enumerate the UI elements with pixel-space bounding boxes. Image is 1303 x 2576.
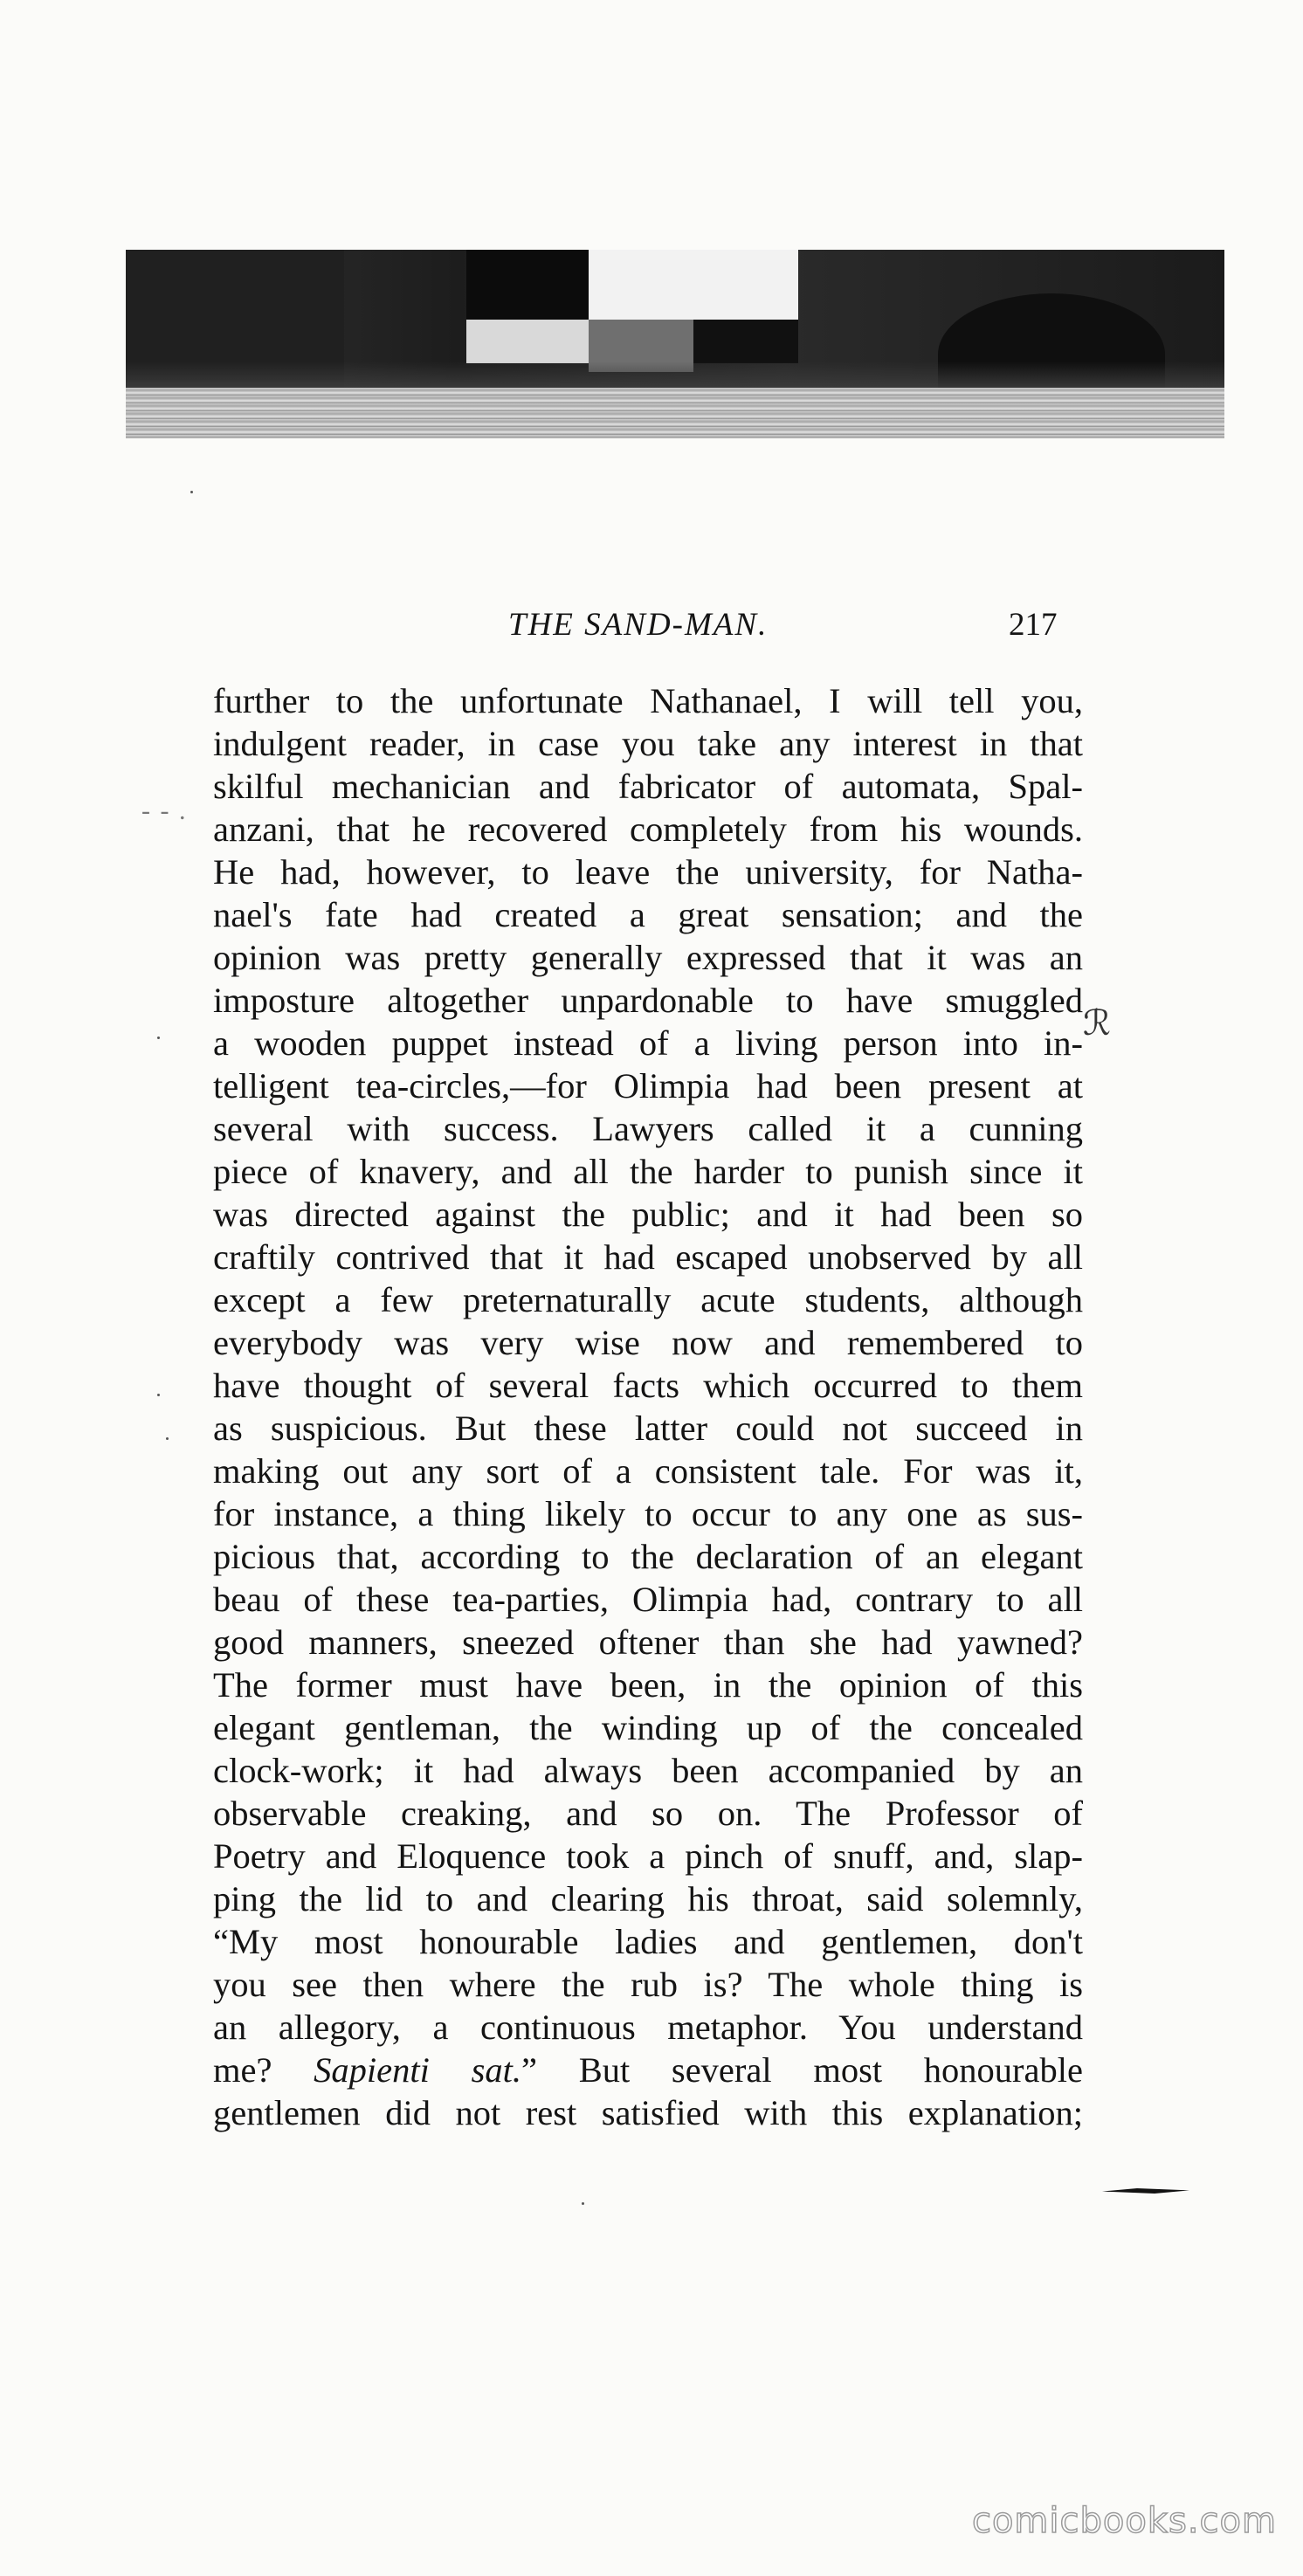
text-line: piece of knavery, and all the harder to punish since it (213, 1152, 1083, 1191)
text-line: making out any sort of a consistent tale. For was it, (213, 1451, 1083, 1491)
running-head: THE SAND-MAN. (508, 607, 769, 643)
text-line: The former must have been, in the opinion of this (213, 1665, 1083, 1705)
text-line: an allegory, a continuous metaphor. You understand (213, 2008, 1083, 2047)
text-line: a wooden puppet instead of a living person into in- (213, 1023, 1083, 1063)
text-line: indulgent reader, in case you take any interest in that (213, 724, 1083, 763)
text-line: you see then where the rub is? The whole thing is (213, 1965, 1083, 2004)
header-photograph (126, 250, 1224, 438)
text-line: nael's fate had created a great sensation; and the (213, 895, 1083, 934)
text-line: picious that, according to the declaration of an elegant (213, 1537, 1083, 1576)
text-fragment: ” But several most honourable (521, 2050, 1083, 2090)
text-line-italic-phrase (213, 2049, 1083, 2091)
text-line: observable creaking, and so on. The Professor of (213, 1794, 1083, 1833)
text-line: imposture altogether unpardonable to have smuggled (213, 981, 1083, 1020)
text-line: skilful mechanician and fabricator of automata, Spal- (213, 767, 1083, 806)
specks (190, 491, 193, 493)
text-line: good manners, sneezed oftener than she had yawned? (213, 1622, 1083, 1662)
specks (157, 1394, 160, 1396)
text-fragment: me? (213, 2050, 314, 2090)
text-line: gentlemen did not rest satisfied with this explanation; (213, 2093, 1083, 2132)
specks (166, 1437, 169, 1440)
text-line: everybody was very wise now and remembered to (213, 1323, 1083, 1362)
text-line: elegant gentleman, the winding up of the concealed (213, 1708, 1083, 1747)
margin-annotation-mark: ℛ (1083, 1003, 1111, 1043)
text-line: “My most honourable ladies and gentlemen, don't (213, 1922, 1083, 1961)
catchword-dash (1102, 2188, 1189, 2194)
text-line: ping the lid to and clearing his throat, said solemnly, (213, 1879, 1083, 1918)
text-line: beau of these tea-parties, Olimpia had, contrary to all (213, 1580, 1083, 1619)
text-line: further to the unfortunate Nathanael, I will tell you, (213, 681, 1083, 720)
text-line: opinion was pretty generally expressed that it was an (213, 938, 1083, 977)
text-line: clock-work; it had always been accompanied by an (213, 1751, 1083, 1790)
text-line: except a few preternaturally acute students, although (213, 1280, 1083, 1319)
italic-latin-phrase: Sapienti sat. (314, 2050, 522, 2090)
text-line: anzani, that he recovered completely from his wounds. (213, 809, 1083, 849)
specks (582, 2202, 584, 2205)
watermark: comicbooks.com (971, 2501, 1277, 2541)
specks (157, 1037, 160, 1039)
text-line: He had, however, to leave the university, for Natha- (213, 852, 1083, 892)
body-text (213, 679, 1083, 2134)
text-line: telligent tea-circles,—for Olimpia had been present at (213, 1066, 1083, 1105)
text-line: several with success. Lawyers called it a cunning (213, 1109, 1083, 1148)
text-line: craftily contrived that it had escaped unobserved by all (213, 1237, 1083, 1277)
text-line: for instance, a thing likely to occur to any one as sus- (213, 1494, 1083, 1533)
text-line: have thought of several facts which occurred to them (213, 1366, 1083, 1405)
text-line: Poetry and Eloquence took a pinch of snuff, and, slap- (213, 1836, 1083, 1876)
text-line: as suspicious. But these latter could not succeed in (213, 1409, 1083, 1448)
page-number: 217 (1009, 607, 1058, 643)
text-line: was directed against the public; and it had been so (213, 1195, 1083, 1234)
margin-pencil-mark: - - . (141, 796, 188, 825)
